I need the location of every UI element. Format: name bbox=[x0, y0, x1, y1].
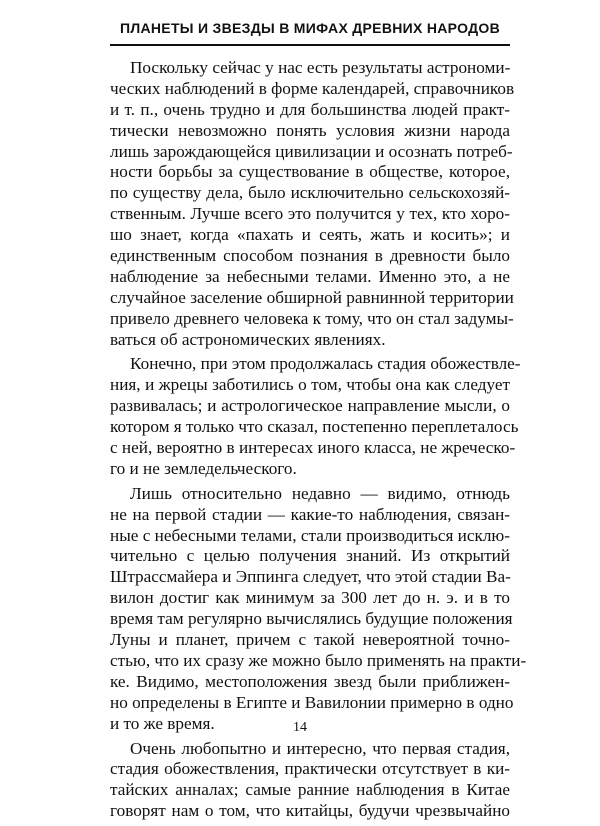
text-line: стадия обожествления, практически отсутствует в ки- bbox=[110, 759, 510, 779]
text-line: говорят нам о том, что китайцы, будучи чрезвычайно bbox=[110, 801, 510, 821]
text-line: время там регулярно вычислялись будущие положения bbox=[110, 609, 513, 629]
text-line: котором я только что сказал, постепенно переплеталось bbox=[110, 417, 519, 437]
text-line: тически невозможно понять условия жизни народа bbox=[110, 120, 510, 140]
paragraph-1 bbox=[110, 58, 515, 350]
text-line: Луны и планет, причем с такой невероятной точно- bbox=[110, 630, 510, 650]
text-line: чительно с целью получения знаний. Из открытий bbox=[110, 546, 510, 566]
paragraph-3 bbox=[110, 483, 527, 735]
text-line: и т. п., очень трудно и для большинства людей практ- bbox=[110, 99, 510, 119]
text-line: вилон достиг как минимум за 300 лет до н. э. и в то bbox=[110, 588, 510, 608]
text-line: единственным способом познания в древности было bbox=[110, 246, 510, 266]
text-line: ности борьбы за существование в обществе, которое, bbox=[110, 162, 510, 182]
text-line: не на первой стадии — какие-то наблюдения, связан- bbox=[110, 504, 510, 524]
text-line: го и не земледельческого. bbox=[110, 458, 297, 478]
body-text bbox=[110, 58, 527, 826]
text-line: ственным. Лучше всего это получится у тех, кто хоро- bbox=[110, 204, 510, 224]
text-line: случайное заселение обширной равнинной территории bbox=[110, 287, 514, 307]
text-line: ческих наблюдений в форме календарей, справочников bbox=[110, 78, 515, 98]
text-line: Лишь относительно недавно — видимо, отнюдь bbox=[130, 483, 510, 503]
text-line: Конечно, при этом продолжалась стадия обожествле- bbox=[130, 354, 521, 374]
text-line: Штрассмайера и Эппинга следует, что этой стадии Ва- bbox=[110, 567, 511, 587]
text-line: Поскольку сейчас у нас есть результаты астрономи- bbox=[130, 58, 511, 77]
text-line: и то же время. bbox=[110, 713, 215, 733]
text-line: стью, что их сразу же можно было применять на практи- bbox=[110, 650, 527, 670]
text-line: лишь зарождающейся цивилизации и осознать потреб- bbox=[110, 141, 513, 161]
text-line: шо знает, когда «пахать и сеять, жать и косить»; и bbox=[110, 225, 510, 245]
text-line: ные с небесными телами, стали производиться исклю- bbox=[110, 525, 510, 545]
text-line: но определены в Египте и Вавилонии примерно в одно bbox=[110, 692, 514, 712]
text-line: тайских анналах; самые ранние наблюдения в Китае bbox=[110, 780, 510, 800]
text-line: по существу дела, было исключительно сельскохозяй- bbox=[110, 183, 510, 203]
text-line: наблюдение за небесными телами. Именно это, а не bbox=[110, 266, 510, 286]
paragraph-2 bbox=[110, 354, 521, 479]
header-rule bbox=[110, 44, 510, 46]
running-head: ПЛАНЕТЫ И ЗВЕЗДЫ В МИФАХ ДРЕВНИХ НАРОДОВ bbox=[120, 20, 500, 36]
text-line: развивалась; и астрологическое направление мысли, о bbox=[110, 396, 510, 416]
page-number: 14 bbox=[293, 720, 307, 735]
text-line: привело древнего человека к тому, что он стал задумы- bbox=[110, 308, 514, 328]
text-line: ваться об астрономических явлениях. bbox=[110, 329, 386, 349]
text-line: ния, и жрецы заботились о том, чтобы она как следует bbox=[110, 375, 510, 395]
paragraph-4 bbox=[110, 739, 510, 823]
text-line: с ней, вероятно в интересах иного класса, не жреческо- bbox=[110, 438, 516, 458]
text-line: ке. Видимо, местоположения звезд были приближен- bbox=[110, 671, 510, 691]
text-line: Очень любопытно и интересно, что первая стадия, bbox=[130, 738, 510, 758]
